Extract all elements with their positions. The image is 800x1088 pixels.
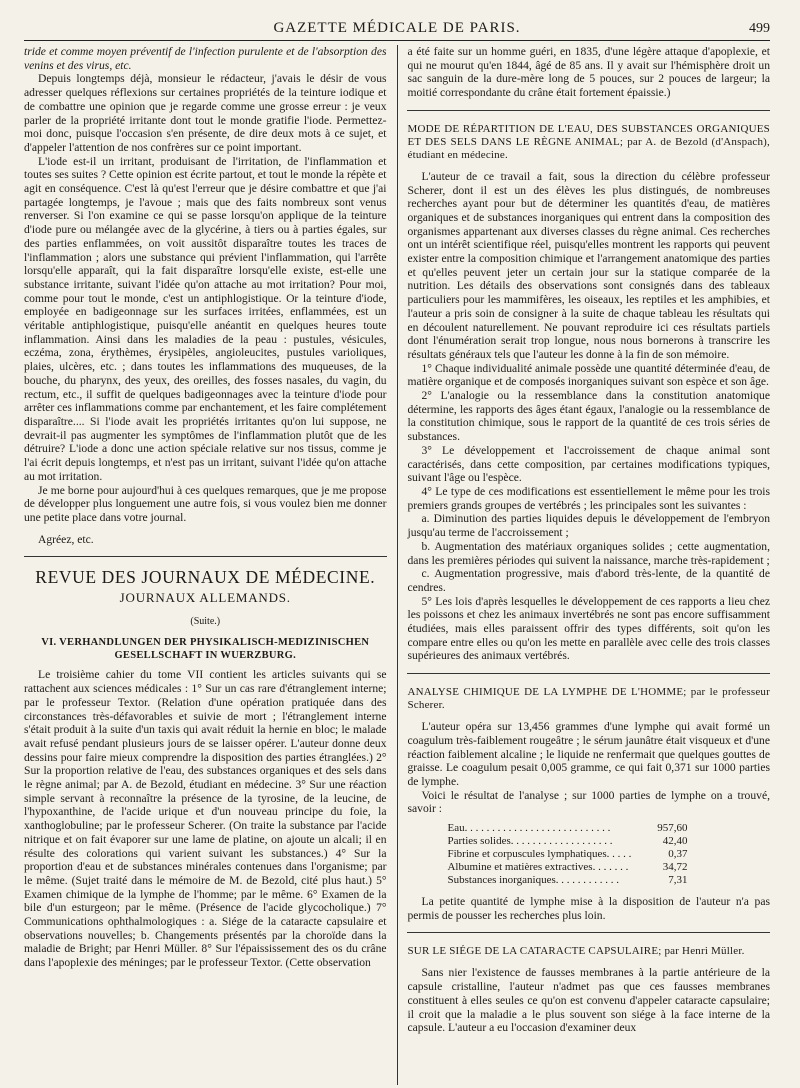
divider — [407, 673, 770, 674]
paragraph: Depuis longtemps déjà, monsieur le rédacteur, j'avais le désir de vous adresser quelques réflexions sur certaines propriétés de la teinture iodique et de combattre une opinion que je regarde comme une grosse erreur : je veux parler de la propriété irritante dont tout le monde gratifie l'iode. Permettez-moi donc, puisque l'occasion s'en présente, de dire deux mots à ce sujet, et d'appeler l'attention de nos confrères sur ce point important. — [24, 72, 387, 154]
heading-author: par le professeur Scherer. — [407, 686, 770, 712]
heading-title: SUR LE SIÉGE DE LA CATARACTE CAPSULAIRE; — [407, 945, 662, 958]
heading-title: MODE DE RÉPARTITION DE L'EAU, DES SUBSTANCES ORGANIQUES ET DES SELS DANS LE RÈGNE ANIMAL; — [407, 122, 770, 148]
continued-text: tride et comme moyen préventif de l'infection purulente et de l'absorption des venins et des virus, etc. — [24, 45, 387, 72]
paragraph: L'iode est-il un irritant, produisant de l'irritation, de l'inflammation et toutes ses suites ? Cette opinion est écrite partout, et tout le monde la répète et agit en conséquence. C'est là qu'est l'erreur que je désire combattre et que j'ai partagée longtemps, je l'avoue ; mais que des faits nombreux sont venus renverser. Si l'on examine ce qui se passe lorsqu'on applique de la teinture d'iode pure ou mélangée avec de la glycérine, à tiers ou à parties égales, sur des parties enflammées, on voit aussitôt disparaître toutes les traces de l'inflammation ; alors une substance qui prévient l'inflammation, qui l'arrête lorsqu'elle apparaît, qui la fait disparaître lorsqu'elle existe, est-elle une substance irritante, suivant l'idée qu'on attache au mot irritation? Pour moi, comme pour tout le monde, c'est un antiphlogistique. Or la teinture d'iode, employée en badigeonnage sur les surfaces irritées, enflammées, est un véritable antiphlogistique, puisqu'elle anéantit en quelques heures toute inflammation. Ainsi dans les maladies de la peau : pustules, vésicules, eczéma, zona, érythèmes, érysipèles, angioleucites, pustules varioliques, plaies, ulcères, etc. ; dans toutes les inflammations des muqueuses, de la bouche, du pharynx, des yeux, des oreilles, des fosses nasales, du vagin, du rectum, etc., il suffit de quelques badigeonnages avec la teinture d'iode pour arrêter ces inflammations comme par enchantement, et les faire complétement disparaître.... Si l'iode avait les propriétés irritantes qu'on lui suppose, ne devrait-il pas augmenter les symptômes de l'inflammation plutôt que de les détruire? L'iode a donc une action spéciale relative sur nos tissus, comme je l'ai écrit depuis longtemps, et n'est pas un irritant, suivant l'idée qu'on attache au mot irritation. — [24, 154, 387, 483]
table-row — [447, 874, 687, 887]
list-item: b. Augmentation des matériaux organiques solides ; cette augmentation, dans les premières périodes qui suivent la naissance, marche très-rapidement ; — [407, 539, 770, 567]
article-heading — [407, 123, 770, 162]
article-heading — [407, 945, 770, 958]
table-value: 7,31 — [668, 874, 688, 887]
paragraph: 1° Chaque individualité animale possède une quantité déterminée d'eau, de matière organique et de composés inorganiques suivant son espèce et son âge. — [407, 361, 770, 389]
table-row — [447, 822, 687, 835]
table-label: Parties solides. . . . . . . . . . . . . . . . . . . — [447, 835, 613, 848]
subsection-title: JOURNAUX ALLEMANDS. — [119, 590, 291, 606]
two-column-body — [24, 45, 770, 1085]
section-title: REVUE DES JOURNAUX DE MÉDECINE. — [35, 567, 376, 588]
divider — [24, 556, 387, 557]
table-label: Albumine et matières extractives. . . . . . . — [447, 861, 629, 874]
analysis-table — [447, 822, 687, 887]
right-column — [397, 45, 770, 1085]
suite-label: (Suite.) — [190, 615, 221, 627]
running-title: GAZETTE MÉDICALE DE PARIS. — [273, 20, 521, 36]
left-column — [24, 45, 397, 1085]
table-label: Substances inorganiques. . . . . . . . . . . . — [447, 874, 619, 887]
paragraph: Le troisième cahier du tome VII contient les articles suivants qui se rattachent aux sciences médicales : 1° Sur un cas rare d'étranglement interne; par le professeur Textor. (Relation d'une opération pratiquée dans des circonstances très-défavorables et suivie de mort ; l'étranglement interne s'était produit à la suite d'un taxis qui avait réduit la hernie en bloc; le malade avait refusé pendant plusieurs jours de se laisser opérer. L'auteur donne deux dessins pour faire mieux comprendre la disposition des parties étranglées.) 2° Sur la proportion relative de l'eau, des substances organiques et des sels dans le règne animal; par A. de Bezold, étudiant en médecine. 3° Sur une réaction simple servant à reconnaître la présence de la tyrosine, de la leucine, de l'hypoxanthine, de l'acide urique et d'un nouveau principe du foie, la xanthoglobuline; par le professeur Scherer. (On traite la substance par l'acide nitrique et on fait évaporer sur une lame de platine, on ajoute un alcali; il en résulte des colorations qui varient suivant les substances.) 4° Sur la proportion d'eau et de substances minérales contenues dans l'organisme; par le même. (Sujet traité dans le mémoire de M. de Bezold, cité plus haut.) 5° Examen chimique de la lymphe de l'homme; par le même. 6° Examen de la bile d'un esturgeon; par le même. (Présence de l'acide glycocholique.) 7° Communications ophthalmologiques : a. Siége de la cataracte capsulaire et observations nouvelles; b. Changements présentés par la choroïde dans la maladie de Bright; par Henri Müller. 8° Sur l'épaississement des os du crâne dans l'apoplexie des méninges; par le professeur Textor. (Cette observation — [24, 668, 387, 970]
paragraph: 3° Le développement et l'accroissement de chaque animal sont caractérisés, dans cette composition, par certaines modifications typiques, suivant l'âge ou l'espèce. — [407, 443, 770, 485]
divider — [407, 110, 770, 111]
page-number: 499 — [749, 21, 770, 36]
signature-line: Agréez, etc. — [38, 532, 94, 546]
table-value: 34,72 — [662, 861, 688, 874]
table-value: 957,60 — [657, 822, 688, 835]
table-value: 0,37 — [668, 848, 688, 861]
list-item: c. Augmentation progressive, mais d'abord très-lente, de la quantité de cendres. — [407, 567, 770, 594]
paragraph: 2° L'analogie ou la ressemblance dans la constitution anatomique détermine, les rapports des âges étant égaux, l'analogie ou la ressemblance de la constitution chimique, sous le rapport de la quantité de ces trois séries de substances. — [407, 389, 770, 444]
continued-text: a été faite sur un homme guéri, en 1835, d'une légère attaque d'apoplexie, et qui ne mourut qu'en 1844, âgé de 85 ans. Il y avait sur l'hémisphère droit un sac sanguin de la dure-mère long de 5 pouces, sur 2 pouces de largeur; la moitié correspondante du crâne était fortement épaissie.) — [407, 45, 770, 100]
heading-title: ANALYSE CHIMIQUE DE LA LYMPHE DE L'HOMME; — [407, 686, 687, 699]
paragraph: 5° Les lois d'après lesquelles le développement de ces rapports a lieu chez les poissons et chez les animaux invertébrés ne sont pas encore suffisamment étudiées, mais elles paraissent offrir des types différents, soit qu'on les compare entre elles ou qu'on les mette en parallèle avec celle des trois classes supérieures des animaux vertébrés. — [407, 594, 770, 663]
list-item: a. Diminution des parties liquides depuis le développement de l'embryon jusqu'au terme de l'accroissement ; — [407, 512, 770, 540]
article-heading: VI. VERHANDLUNGEN DER PHYSIKALISCH-MEDIZINISCHEN GESELLSCHAFT IN WUERZBURG. — [41, 637, 370, 662]
paragraph: Je me borne pour aujourd'hui à ces quelques remarques, que je me propose de développer plus longuement une autre fois, si vous voulez bien me donner une petite place dans votre journal. — [24, 483, 387, 524]
page-header — [24, 14, 770, 41]
table-label: Fibrine et corpuscules lymphatiques. . . . . — [447, 848, 632, 861]
article-heading — [407, 686, 770, 712]
paragraph: La petite quantité de lymphe mise à la disposition de l'auteur n'a pas permis de pousser les recherches plus loin. — [407, 895, 770, 922]
table-label: Eau. . . . . . . . . . . . . . . . . . . . . . . . . . . — [447, 822, 611, 835]
table-row — [447, 848, 687, 861]
paragraph: Voici le résultat de l'analyse ; sur 1000 parties de lymphe on a trouvé, savoir : — [407, 788, 770, 816]
table-value: 42,40 — [662, 835, 688, 848]
divider — [407, 932, 770, 933]
paragraph: L'auteur opéra sur 13,456 grammes d'une lymphe qui avait formé un coagulum très-faiblement rougeâtre ; le sérum jaunâtre était visqueux et d'une réaction faiblement alcaline ; le liquide ne renfermait que quelques gouttes de graisse. Le coagulum pesait 0,005 gramme, ce qui fait 0,371 sur 1000 parties de lymphe. — [407, 720, 770, 788]
paragraph: 4° Le type de ces modifications est essentiellement le même pour les trois premiers grands groupes de vertébrés ; les principales sont les suivantes : — [407, 484, 770, 512]
paragraph: Sans nier l'existence de fausses membranes à la partie antérieure de la capsule cristalline, l'auteur n'admet pas que ces fausses membranes constituent à elles seules ce qu'on est convenu d'appeler cataracte capsulaire; il croit que la maladie a le plus souvent son siége à la face interne de la capsule. L'auteur a eu l'occasion d'examiner deux — [407, 966, 770, 1035]
heading-author: par A. de Bezold (d'Anspach), étudiant en médecine. — [407, 135, 770, 161]
table-row — [447, 835, 687, 848]
heading-author: par Henri Müller. — [661, 945, 745, 958]
paragraph: L'auteur de ce travail a fait, sous la direction du célèbre professeur Scherer, dont il est un des élèves les plus distingués, de nombreuses recherches ayant pour but de déterminer les quantités d'eau, de matières organiques et de substances inorganiques qui entrent dans la composition des organismes appartenant aux diverses classes du règne animal. Ces recherches ont un intérêt scientifique réel, puisqu'elles montrent les rapports qui peuvent exister entre la composition chimique et l'arrangement anatomique des parties et qu'elles peuvent jeter un certain jour sur la statique comparée de la nutrition. Les détails des observations sont consignés dans des tableaux particuliers pour les mammifères, les oiseaux, les reptiles et les amphibies, et l'auteur a pris soin de consigner à la suite de chaque tableau les résultats qui en découlent naturellement. Ne pouvant reproduire ici ces résultats partiels dont l'énumération serait trop longue, nous nous bornerons à transcrire les résultats généraux tels que l'auteur les donne à la fin de son mémoire. — [407, 169, 770, 361]
table-row — [447, 861, 687, 874]
